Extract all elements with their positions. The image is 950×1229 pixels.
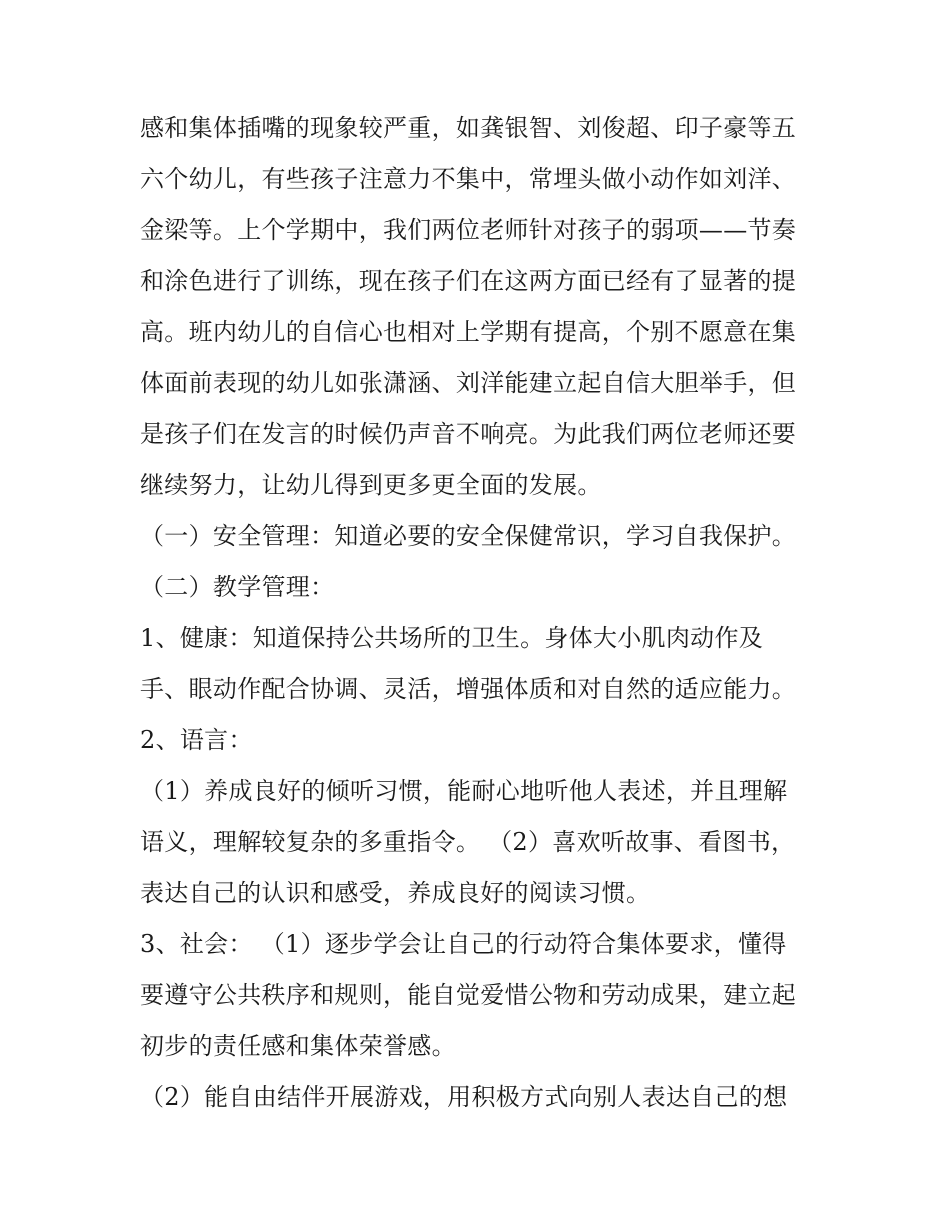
list-item-society: 3、社会： （1）逐步学会让自己的行动符合集体要求，懂得 bbox=[140, 930, 787, 958]
paragraph-line: 继续努力，让幼儿得到更多更全面的发展。 bbox=[140, 471, 602, 499]
paragraph-line: 感和集体插嘴的现象较严重，如龚银智、刘俊超、印子豪等五 bbox=[140, 114, 797, 142]
paragraph-line: 和涂色进行了训练，现在孩子们在这两方面已经有了显著的提 bbox=[140, 267, 797, 295]
list-item-language: 2、语言： bbox=[140, 726, 253, 754]
paragraph-line: 金梁等。上个学期中，我们两位老师针对孩子的弱项——节奏 bbox=[140, 216, 797, 244]
paragraph-line: 表达自己的认识和感受，养成良好的阅读习惯。 bbox=[140, 879, 651, 907]
paragraph-line: 体面前表现的幼儿如张潇涵、刘洋能建立起自信大胆举手，但 bbox=[140, 369, 797, 397]
paragraph-line: （1）养成良好的倾听习惯，能耐心地听他人表述，并且理解 bbox=[140, 777, 788, 805]
paragraph-line: （2）能自由结伴开展游戏，用积极方式向别人表达自己的想 bbox=[140, 1083, 788, 1111]
paragraph-line: 手、眼动作配合协调、灵活，增强体质和对自然的适应能力。 bbox=[140, 675, 797, 703]
paragraph-line: 要遵守公共秩序和规则，能自觉爱惜公物和劳动成果，建立起 bbox=[140, 981, 797, 1009]
section-heading-safety: （一）安全管理：知道必要的安全保健常识，学习自我保护。 bbox=[140, 522, 797, 550]
paragraph-line: 语义，理解较复杂的多重指令。 （2）喜欢听故事、看图书， bbox=[140, 828, 796, 856]
paragraph-line: 初步的责任感和集体荣誉感。 bbox=[140, 1032, 456, 1060]
list-item-health: 1、健康：知道保持公共场所的卫生。身体大小肌肉动作及 bbox=[140, 624, 764, 652]
paragraph-line: 是孩子们在发言的时候仍声音不响亮。为此我们两位老师还要 bbox=[140, 420, 797, 448]
section-heading-teaching: （二）教学管理： bbox=[140, 573, 335, 601]
paragraph-line: 六个幼儿，有些孩子注意力不集中，常埋头做小动作如刘洋、 bbox=[140, 165, 797, 193]
paragraph-line: 高。班内幼儿的自信心也相对上学期有提高，个别不愿意在集 bbox=[140, 318, 797, 346]
